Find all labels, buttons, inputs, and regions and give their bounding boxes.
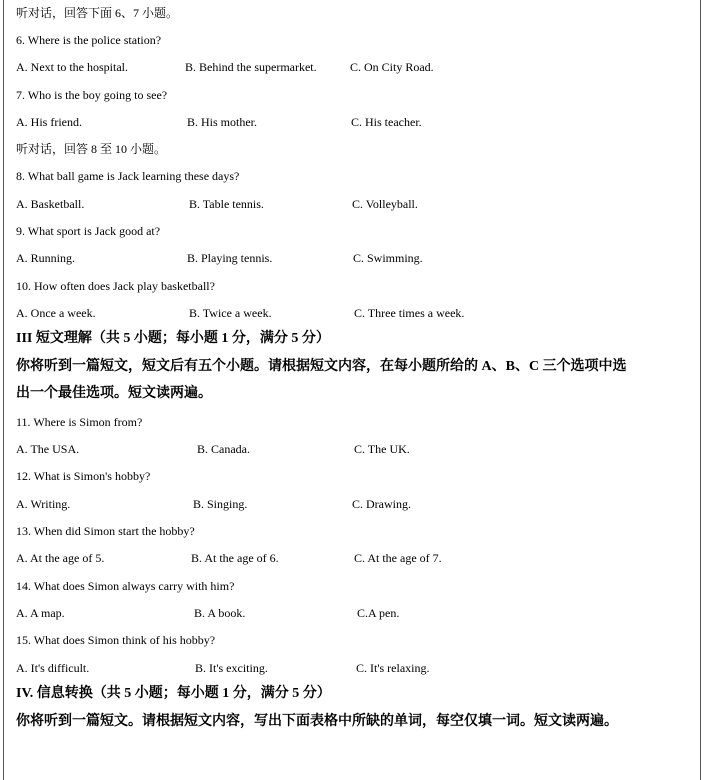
q12-option-b: B. Singing. (193, 497, 248, 511)
q14-option-a: A. A map. (16, 606, 65, 620)
q6-option-b: B. Behind the supermarket. (185, 60, 317, 74)
q8-option-c: C. Volleyball. (352, 197, 418, 211)
q15-option-a: A. It's difficult. (16, 661, 90, 675)
q10-option-b: B. Twice a week. (189, 306, 272, 320)
section-3-title: III 短文理解（共 5 小题；每小题 1 分，满分 5 分） (16, 331, 330, 346)
q8-option-b: B. Table tennis. (189, 197, 264, 211)
question-9: 9. What sport is Jack good at? (16, 224, 161, 238)
question-7: 7. Who is the boy going to see? (16, 88, 168, 102)
q7-option-a: A. His friend. (16, 115, 82, 129)
question-10: 10. How often does Jack play basketball? (16, 279, 215, 293)
q11-option-b: B. Canada. (197, 442, 250, 456)
q9-option-b: B. Playing tennis. (187, 251, 273, 265)
dialog-instruction-8-10: 听对话，回答 8 至 10 小题。 (16, 142, 167, 156)
question-14: 14. What does Simon always carry with him? (16, 579, 235, 593)
page-border-right (700, 0, 701, 780)
q13-option-b: B. At the age of 6. (191, 551, 279, 565)
q7-option-b: B. His mother. (187, 115, 258, 129)
question-12: 12. What is Simon's hobby? (16, 469, 151, 483)
section-4-instruction-line-1: 你将听到一篇短文。请根据短文内容，写出下面表格中所缺的单词，每空仅填一词。短文读两遍。 (16, 714, 618, 729)
q6-option-c: C. On City Road. (350, 60, 434, 74)
question-15: 15. What does Simon think of his hobby? (16, 633, 216, 647)
section-4-title: IV. 信息转换（共 5 小题；每小题 1 分，满分 5 分） (16, 686, 331, 701)
q9-option-a: A. Running. (16, 251, 76, 265)
q6-option-a: A. Next to the hospital. (16, 60, 128, 74)
q10-option-c: C. Three times a week. (354, 306, 465, 320)
question-8: 8. What ball game is Jack learning these days? (16, 169, 240, 183)
dialog-instruction-6-7: 听对话，回答下面 6、7 小题。 (16, 6, 179, 20)
q7-option-c: C. His teacher. (351, 115, 422, 129)
q9-option-c: C. Swimming. (353, 251, 423, 265)
question-11: 11. Where is Simon from? (16, 415, 143, 429)
q14-option-b: B. A book. (194, 606, 246, 620)
page-border-left (3, 0, 4, 780)
question-13: 13. When did Simon start the hobby? (16, 524, 195, 538)
q13-option-c: C. At the age of 7. (354, 551, 442, 565)
q10-option-a: A. Once a week. (16, 306, 96, 320)
q14-option-c: C.A pen. (357, 606, 400, 620)
section-3-instruction-line-1: 你将听到一篇短文，短文后有五个小题。请根据短文内容，在每小题所给的 A、B、C 三个选项中选 (16, 359, 627, 374)
q12-option-a: A. Writing. (16, 497, 71, 511)
q15-option-b: B. It's exciting. (195, 661, 268, 675)
q13-option-a: A. At the age of 5. (16, 551, 105, 565)
question-6: 6. Where is the police station? (16, 33, 162, 47)
q15-option-c: C. It's relaxing. (356, 661, 430, 675)
section-3-instruction-line-2: 出一个最佳选项。短文读两遍。 (16, 386, 212, 401)
q8-option-a: A. Basketball. (16, 197, 85, 211)
q12-option-c: C. Drawing. (352, 497, 411, 511)
q11-option-a: A. The USA. (16, 442, 80, 456)
q11-option-c: C. The UK. (354, 442, 410, 456)
